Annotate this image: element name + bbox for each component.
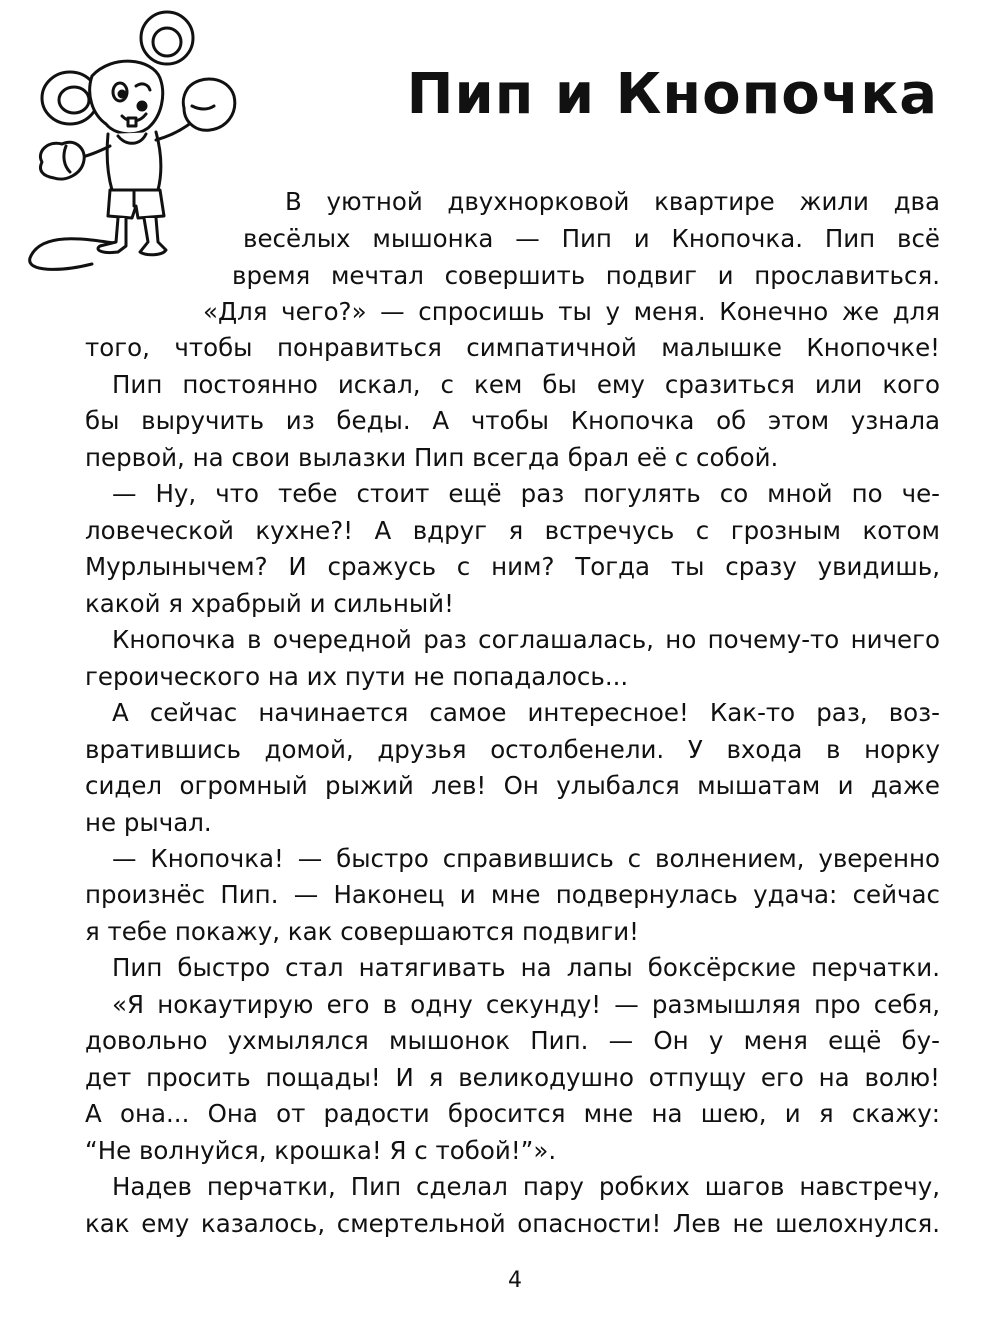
text-line-21: я тебе покажу, как совершаются подвиги!: [85, 917, 639, 946]
text-line-23: «Я нокаутирую его в одну секунду! — размышляя про себя,: [112, 990, 940, 1019]
text-line-3: время мечтал совершить подвиг и прославиться.: [232, 261, 940, 290]
text-line-9: — Ну, что тебе стоит ещё раз погулять со мной по че-: [112, 479, 940, 508]
text-line-18: не рычал.: [85, 808, 212, 837]
text-line-19: — Кнопочка! — быстро справившись с волнением, уверенно: [112, 844, 940, 873]
text-line-20: произнёс Пип. — Наконец и мне подвернулась удача: сейчас: [85, 880, 940, 909]
boxing-mouse-illustration: [22, 6, 252, 276]
text-line-16: вратившись домой, друзья остолбенели. У входа в норку: [85, 735, 940, 764]
text-line-14: героического на их пути не попадалось...: [85, 662, 629, 691]
text-line-5: того, чтобы понравиться симпатичной малышке Кнопочке!: [85, 333, 940, 362]
text-line-22: Пип быстро стал натягивать на лапы боксёрские перчатки.: [112, 953, 940, 982]
text-line-28: Надев перчатки, Пип сделал пару робких шагов навстречу,: [112, 1172, 940, 1201]
text-line-27: “Не волнуйся, крошка! Я с тобой!”».: [85, 1136, 557, 1165]
text-line-4: «Для чего?» — спросишь ты у меня. Конечно же для: [203, 297, 940, 326]
text-line-12: какой я храбрый и сильный!: [85, 589, 454, 618]
text-line-26: А она... Она от радости бросится мне на шею, и я скажу:: [85, 1099, 940, 1128]
text-line-7: бы выручить из беды. А чтобы Кнопочка об этом узнала: [85, 406, 940, 435]
text-line-10: ловеческой кухне?! А вдруг я встречусь с грозным котом: [85, 516, 940, 545]
page-number: 4: [508, 1268, 522, 1293]
text-line-29: как ему казалось, смертельной опасности! Лев не шелохнулся.: [85, 1209, 940, 1238]
text-line-13: Кнопочка в очередной раз соглашалась, но почему-то ничего: [112, 625, 940, 654]
text-line-24: довольно ухмылялся мышонок Пип. — Он у меня ещё бу-: [85, 1026, 940, 1055]
text-line-17: сидел огромный рыжий лев! Он улыбался мышатам и даже: [85, 771, 940, 800]
text-line-8: первой, на свои вылазки Пип всегда брал её с собой.: [85, 443, 779, 472]
text-line-25: дет просить пощады! И я великодушно отпущу его на волю!: [85, 1063, 940, 1092]
text-line-1: В уютной двухнорковой квартире жили два: [285, 187, 940, 216]
page-title: Пип и Кнопочка: [406, 62, 938, 127]
text-line-2: весёлых мышонка — Пип и Кнопочка. Пип всё: [243, 224, 940, 253]
text-line-11: Мурлынычем? И сражусь с ним? Тогда ты сразу увидишь,: [85, 552, 940, 581]
text-line-15: А сейчас начинается самое интересное! Как-то раз, воз-: [112, 698, 940, 727]
text-line-6: Пип постоянно искал, с кем бы ему сразиться или кого: [112, 370, 940, 399]
